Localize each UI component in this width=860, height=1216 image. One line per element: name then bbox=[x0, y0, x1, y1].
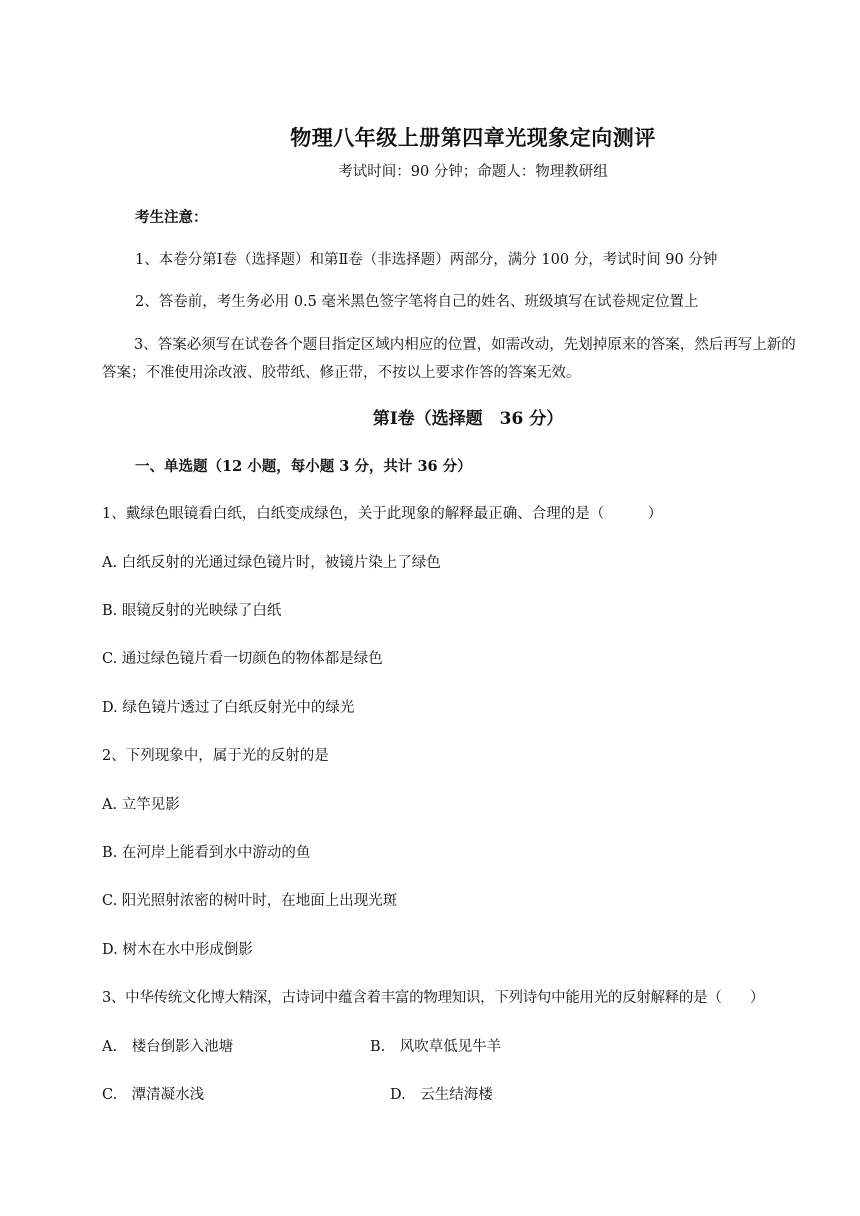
question-stem-2: 2、下列现象中，属于光的反射的是 bbox=[102, 748, 329, 764]
question-stem-1: 1、戴绿色眼镜看白纸，白纸变成绿色，关于此现象的解释最正确、合理的是（ ） bbox=[102, 506, 663, 522]
notice-item-2: 2、答卷前，考生务必用 0.5 毫米黑色签字笔将自己的姓名、班级填写在试卷规定位置上 bbox=[135, 294, 699, 310]
option-3d: D. 云生结海楼 bbox=[390, 1087, 493, 1103]
notice-heading: 考生注意： bbox=[135, 209, 208, 226]
option-2a: A. 立竿见影 bbox=[102, 797, 180, 813]
notice-item-3: 3、答案必须写在试卷各个题目指定区域内相应的位置，如需改动，先划掉原来的答案，然后再写上新的答案；不准使用涂改液、胶带纸、修正带，不按以上要求作答的答案无效。 bbox=[102, 337, 796, 381]
question-stem-3: 3、中华传统文化博大精深，古诗词中蕴含着丰富的物理知识，下列诗句中能用光的反射解释的是（ ） bbox=[102, 990, 765, 1006]
option-2b: B. 在河岸上能看到水中游动的鱼 bbox=[102, 845, 311, 861]
option-3b: B. 风吹草低见牛羊 bbox=[370, 1039, 502, 1055]
option-3a: A. 楼台倒影入池塘 bbox=[102, 1039, 234, 1055]
option-2d: D. 树木在水中形成倒影 bbox=[102, 942, 253, 958]
option-1c: C. 通过绿色镜片看一切颜色的物体都是绿色 bbox=[102, 651, 383, 667]
exam-info: 考试时间：90 分钟；命题人：物理教研组 bbox=[338, 164, 608, 180]
page-title: 物理八年级上册第四章光现象定向测评 bbox=[290, 125, 656, 150]
option-3c: C. 潭清凝水浅 bbox=[102, 1087, 205, 1103]
section-heading: 一、单选题（12 小题，每小题 3 分，共计 36 分） bbox=[135, 458, 472, 475]
option-1a: A. 白纸反射的光通过绿色镜片时，被镜片染上了绿色 bbox=[102, 555, 441, 571]
option-1d: D. 绿色镜片透过了白纸反射光中的绿光 bbox=[102, 700, 355, 716]
notice-item-1: 1、本卷分第Ⅰ卷（选择题）和第Ⅱ卷（非选择题）两部分，满分 100 分，考试时间 90 分钟 bbox=[135, 252, 718, 268]
option-1b: B. 眼镜反射的光映绿了白纸 bbox=[102, 603, 282, 619]
part-title: 第Ⅰ卷（选择题 36 分） bbox=[372, 409, 564, 429]
option-2c: C. 阳光照射浓密的树叶时，在地面上出现光斑 bbox=[102, 893, 398, 909]
